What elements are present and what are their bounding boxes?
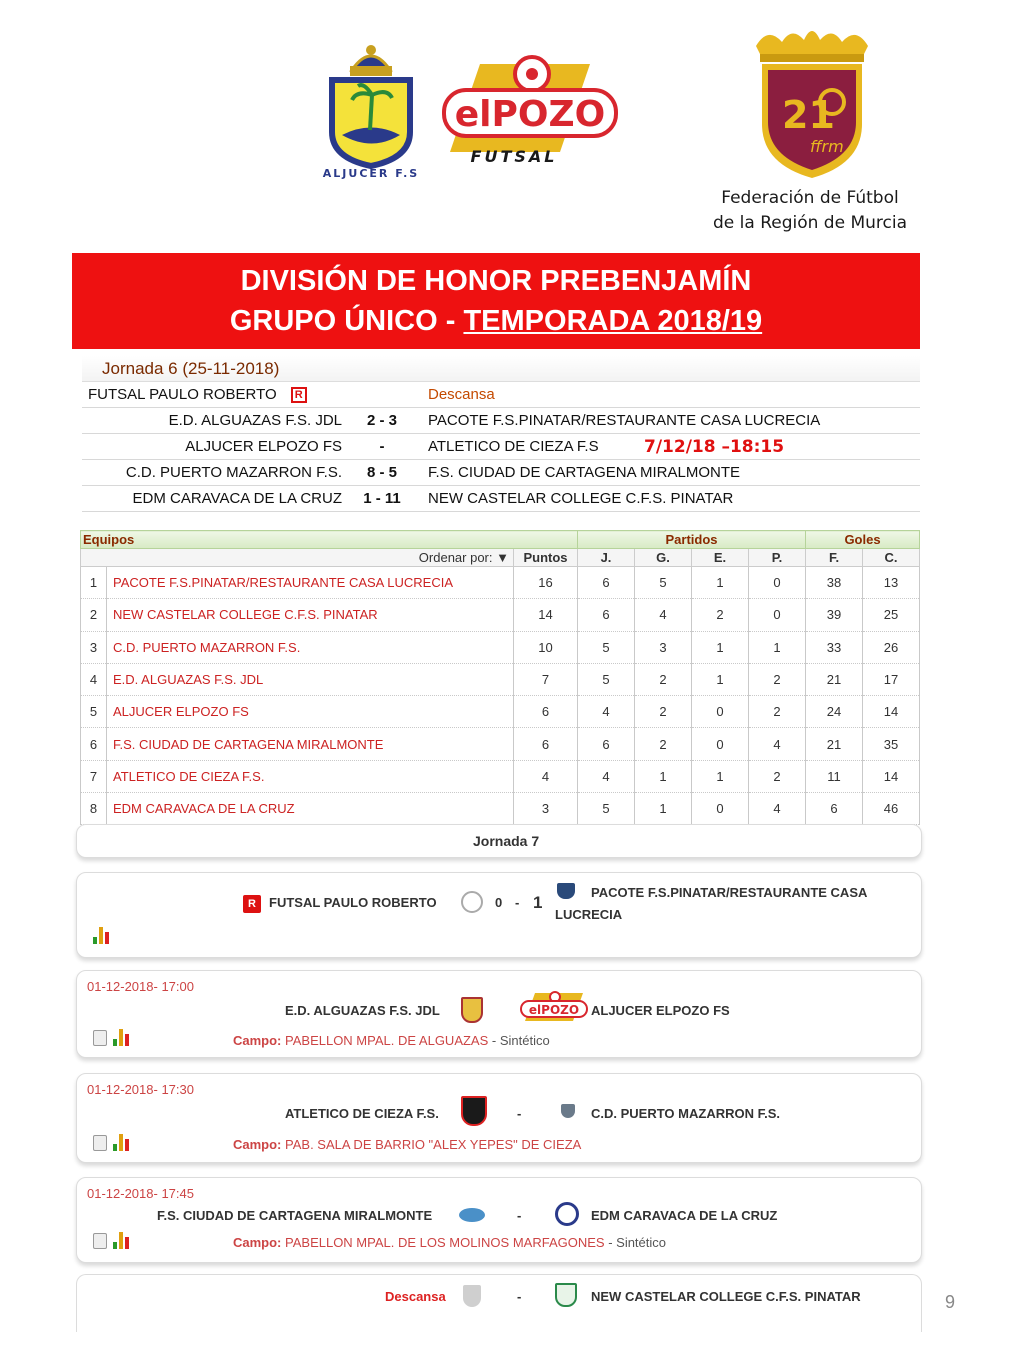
standings-table — [80, 530, 920, 825]
c-cell: 14 — [863, 760, 920, 792]
elpozo-futsal-logo-icon — [440, 52, 620, 170]
e-cell: 1 — [692, 760, 749, 792]
p-cell: 4 — [749, 728, 806, 760]
svg-text:elPOZO: elPOZO — [528, 1003, 580, 1017]
match-date: 01-12-2018- 17:30 — [87, 1082, 194, 1097]
j-cell: 5 — [578, 631, 635, 663]
banner-title-line1: DIVISIÓN DE HONOR PREBENJAMÍN — [240, 265, 752, 297]
col-j[interactable]: J. — [578, 549, 635, 567]
ffrm-crest-icon — [748, 24, 876, 182]
p-cell: 2 — [749, 696, 806, 728]
stats-icons[interactable] — [93, 927, 109, 944]
stats-bars-icon[interactable] — [113, 1134, 129, 1151]
home-team: FUTSAL PAULO ROBERTO — [269, 895, 437, 910]
home-team: ALJUCER ELPOZO FS — [185, 438, 342, 455]
home-team: E.D. ALGUAZAS F.S. JDL — [168, 412, 342, 429]
federation-caption-line2: de la Región de Murcia — [713, 213, 907, 233]
table-row[interactable] — [81, 728, 920, 760]
pts-cell: 6 — [514, 728, 578, 760]
caravaca-crest-icon — [555, 1202, 579, 1226]
teams-header: Equipos — [81, 531, 578, 549]
p-cell: 4 — [749, 793, 806, 825]
title-banner — [72, 253, 920, 349]
away-team-line1: PACOTE F.S.PINATAR/RESTAURANTE CASA — [591, 885, 868, 900]
c-cell: 25 — [863, 599, 920, 631]
match-row[interactable] — [82, 434, 920, 460]
c-cell: 26 — [863, 631, 920, 663]
c-cell: 14 — [863, 696, 920, 728]
match-score: 1 - 11 — [363, 490, 401, 507]
c-cell: 17 — [863, 663, 920, 695]
c-cell: 46 — [863, 793, 920, 825]
position-cell: 2 — [81, 599, 107, 631]
document-icon[interactable] — [93, 1030, 107, 1046]
col-e[interactable]: E. — [692, 549, 749, 567]
table-row[interactable] — [81, 793, 920, 825]
pts-cell: 14 — [514, 599, 578, 631]
jornada6-title: Jornada 6 (25-11-2018) — [82, 356, 920, 382]
e-cell: 0 — [692, 696, 749, 728]
e-cell: 0 — [692, 728, 749, 760]
position-cell: 1 — [81, 567, 107, 599]
r-badge-icon: R — [291, 387, 307, 403]
j-cell: 5 — [578, 663, 635, 695]
match-row[interactable] — [82, 408, 920, 434]
match-date: 01-12-2018- 17:00 — [87, 979, 194, 994]
document-icon[interactable] — [93, 1233, 107, 1249]
match-date: 01-12-2018- 17:45 — [87, 1186, 194, 1201]
referee-icon — [461, 891, 483, 913]
pts-cell: 3 — [514, 793, 578, 825]
match-card[interactable] — [76, 872, 922, 958]
match-score: 2 - 3 — [366, 412, 397, 429]
position-cell: 3 — [81, 631, 107, 663]
c-cell: 35 — [863, 728, 920, 760]
stats-icons[interactable] — [93, 1029, 129, 1046]
g-cell: 1 — [635, 793, 692, 825]
e-cell: 1 — [692, 663, 749, 695]
team-name-cell: EDM CARAVACA DE LA CRUZ — [107, 793, 514, 825]
banner-title-line2 — [72, 301, 920, 341]
sort-label[interactable]: Ordenar por: ▼ — [81, 549, 514, 567]
score-separator: - — [515, 895, 520, 910]
position-cell: 4 — [81, 663, 107, 695]
match-row[interactable] — [82, 460, 920, 486]
position-cell: 7 — [81, 760, 107, 792]
j-cell: 6 — [578, 567, 635, 599]
match-score: 8 - 5 — [366, 464, 397, 481]
away-team-line2: LUCRECIA — [555, 907, 623, 922]
c-cell: 13 — [863, 567, 920, 599]
jornada7-header — [76, 824, 922, 858]
away-team: NEW CASTELAR COLLEGE C.F.S. PINATAR — [591, 1289, 861, 1304]
svg-text:elPOZO: elPOZO — [454, 94, 606, 135]
f-cell: 21 — [806, 663, 863, 695]
g-cell: 1 — [635, 760, 692, 792]
col-g[interactable]: G. — [635, 549, 692, 567]
score-separator: - — [517, 1208, 522, 1223]
page-number: 9 — [945, 1292, 956, 1312]
col-puntos[interactable]: Puntos — [514, 549, 578, 567]
rest-label: Descansa — [385, 1289, 446, 1304]
p-cell: 2 — [749, 760, 806, 792]
svg-text:21: 21 — [782, 93, 835, 137]
match-row[interactable] — [82, 382, 920, 408]
score-separator: - — [517, 1289, 522, 1304]
j-cell: 6 — [578, 599, 635, 631]
away-team: EDM CARAVACA DE LA CRUZ — [591, 1208, 778, 1223]
team-name-cell: ALJUCER ELPOZO FS — [107, 696, 514, 728]
aljucer-fs-crest-icon — [312, 40, 430, 180]
match-card[interactable] — [76, 1274, 922, 1332]
g-cell: 5 — [635, 567, 692, 599]
sort-down-icon: ▼ — [496, 550, 509, 565]
f-cell: 11 — [806, 760, 863, 792]
home-team: EDM CARAVACA DE LA CRUZ — [132, 490, 342, 507]
j-cell: 5 — [578, 793, 635, 825]
team-name-cell: C.D. PUERTO MAZARRON F.S. — [107, 631, 514, 663]
away-team: F.S. CIUDAD DE CARTAGENA MIRALMONTE — [428, 464, 740, 481]
j-cell: 4 — [578, 696, 635, 728]
g-cell: 2 — [635, 728, 692, 760]
e-cell: 1 — [692, 567, 749, 599]
col-f[interactable]: F. — [806, 549, 863, 567]
svg-text:ALJUCER F.S: ALJUCER F.S — [322, 167, 420, 180]
score-separator: - — [517, 1106, 522, 1121]
f-cell: 38 — [806, 567, 863, 599]
match-card[interactable] — [76, 1073, 922, 1163]
j-cell: 6 — [578, 728, 635, 760]
p-cell: 2 — [749, 663, 806, 695]
goles-header: Goles — [806, 531, 920, 549]
match-field: Campo: PAB. SALA DE BARRIO "ALEX YEPES" DE CIEZA — [233, 1137, 582, 1152]
away-team: NEW CASTELAR COLLEGE C.F.S. PINATAR — [428, 490, 734, 507]
home-team: FUTSAL PAULO ROBERTO R — [88, 382, 307, 408]
pts-cell: 6 — [514, 696, 578, 728]
svg-text:ffrm: ffrm — [810, 137, 844, 156]
f-cell: 21 — [806, 728, 863, 760]
match-row[interactable] — [82, 486, 920, 512]
table-row[interactable] — [81, 663, 920, 695]
away-team: C.D. PUERTO MAZARRON F.S. — [591, 1106, 780, 1121]
puerto-mazarron-crest-icon — [561, 1104, 575, 1118]
jornada7-title: Jornada 7 — [473, 833, 540, 849]
col-c[interactable]: C. — [863, 549, 920, 567]
home-team: F.S. CIUDAD DE CARTAGENA MIRALMONTE — [157, 1208, 433, 1223]
g-cell: 3 — [635, 631, 692, 663]
table-row[interactable] — [81, 599, 920, 631]
p-cell: 0 — [749, 567, 806, 599]
g-cell: 2 — [635, 696, 692, 728]
home-team: ATLETICO DE CIEZA F.S. — [285, 1106, 439, 1121]
futsal-paulo-roberto-crest-icon: R — [243, 895, 261, 913]
f-cell: 39 — [806, 599, 863, 631]
position-cell: 5 — [81, 696, 107, 728]
home-team: E.D. ALGUAZAS F.S. JDL — [285, 1003, 440, 1018]
g-cell: 4 — [635, 599, 692, 631]
away-team: Descansa — [428, 386, 495, 403]
p-cell: 0 — [749, 599, 806, 631]
new-castelar-crest-icon — [555, 1283, 577, 1307]
away-team: ATLETICO DE CIEZA F.S — [428, 438, 599, 455]
e-cell: 0 — [692, 793, 749, 825]
empty-crest-icon — [463, 1285, 481, 1307]
federation-caption — [690, 186, 930, 236]
stats-bars-icon[interactable] — [113, 1029, 129, 1046]
f-cell: 33 — [806, 631, 863, 663]
table-row[interactable] — [81, 567, 920, 599]
team-name-cell: F.S. CIUDAD DE CARTAGENA MIRALMONTE — [107, 728, 514, 760]
partidos-header: Partidos — [578, 531, 806, 549]
pacote-crest-icon — [557, 883, 575, 899]
pts-cell: 4 — [514, 760, 578, 792]
team-name-cell: ATLETICO DE CIEZA F.S. — [107, 760, 514, 792]
f-cell: 24 — [806, 696, 863, 728]
table-row[interactable] — [81, 760, 920, 792]
table-row[interactable] — [81, 631, 920, 663]
team-name-cell: PACOTE F.S.PINATAR/RESTAURANTE CASA LUCRECIA — [107, 567, 514, 599]
stats-icons[interactable] — [93, 1134, 129, 1151]
standings-header — [81, 531, 920, 549]
stats-bars-icon[interactable] — [113, 1232, 129, 1249]
position-cell: 6 — [81, 728, 107, 760]
elpozo-crest-icon — [519, 991, 589, 1025]
match-score: - — [379, 438, 385, 455]
match-card[interactable] — [76, 970, 922, 1058]
banner-group-label: GRUPO ÚNICO - — [229, 305, 464, 337]
banner-season-label: TEMPORADA 2018/19 — [463, 305, 763, 337]
j-cell: 4 — [578, 760, 635, 792]
p-cell: 1 — [749, 631, 806, 663]
standings-subheader — [81, 549, 920, 567]
document-icon[interactable] — [93, 1135, 107, 1151]
pts-cell: 7 — [514, 663, 578, 695]
match-field: Campo: PABELLON MPAL. DE ALGUAZAS - Sintético — [233, 1033, 550, 1048]
federation-caption-line1: Federación de Fútbol — [721, 188, 899, 208]
col-p[interactable]: P. — [749, 549, 806, 567]
stats-bars-icon[interactable] — [93, 927, 109, 944]
atletico-cieza-crest-icon — [461, 1096, 487, 1126]
pts-cell: 10 — [514, 631, 578, 663]
score-away: 1 — [533, 893, 543, 912]
svg-text:FUTSAL: FUTSAL — [470, 147, 558, 166]
home-team: C.D. PUERTO MAZARRON F.S. — [125, 464, 342, 481]
position-cell: 8 — [81, 793, 107, 825]
match-field: Campo: PABELLON MPAL. DE LOS MOLINOS MARFAGONES - Sintético — [233, 1235, 667, 1250]
e-cell: 1 — [692, 631, 749, 663]
score-home: 0 — [495, 895, 503, 910]
g-cell: 2 — [635, 663, 692, 695]
jornada6-results — [82, 356, 920, 512]
table-row[interactable] — [81, 696, 920, 728]
team-name-cell: E.D. ALGUAZAS F.S. JDL — [107, 663, 514, 695]
f-cell: 6 — [806, 793, 863, 825]
away-team: PACOTE F.S.PINATAR/RESTAURANTE CASA LUCRECIA — [428, 412, 821, 429]
match-card[interactable] — [76, 1177, 922, 1263]
cartagena-miralmonte-crest-icon — [459, 1208, 485, 1222]
away-team: ALJUCER ELPOZO FS — [591, 1003, 730, 1018]
e-cell: 2 — [692, 599, 749, 631]
team-name-cell: NEW CASTELAR COLLEGE C.F.S. PINATAR — [107, 599, 514, 631]
rescheduled-note: 7/12/18 –18:15 — [644, 437, 785, 457]
pts-cell: 16 — [514, 567, 578, 599]
stats-icons[interactable] — [93, 1232, 129, 1249]
alguazas-crest-icon — [461, 997, 483, 1023]
